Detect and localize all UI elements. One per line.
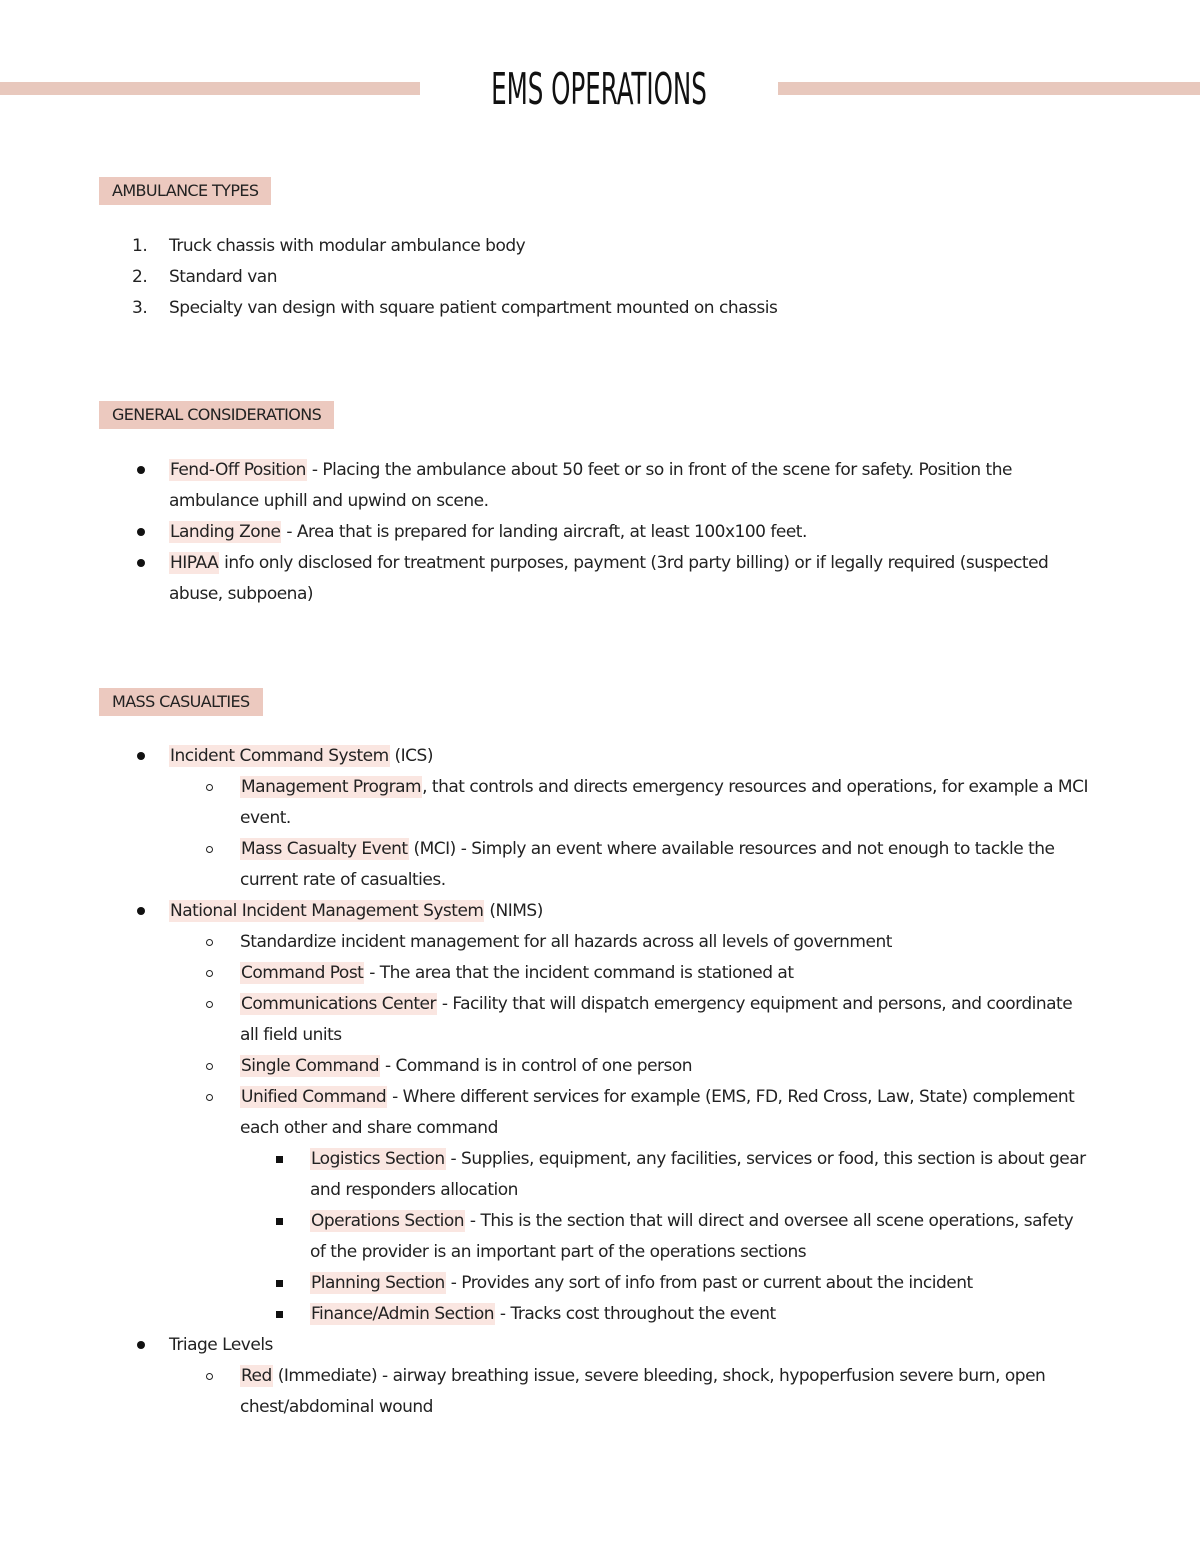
list-item-text: Standard van: [169, 267, 277, 287]
term-highlight: Unified Command: [241, 1087, 387, 1107]
section-header-mass-casualties: MASS CASUALTIES: [99, 688, 263, 716]
term-description: - Placing the ambulance about 50 feet or so in front of the scene for safety. Position the ambulance uphill and upwind on scene.: [169, 460, 1012, 511]
list-number: 1.: [132, 236, 148, 256]
term-highlight: Finance/Admin Section: [311, 1304, 495, 1324]
list-item: [0, 1330, 1200, 1361]
hollow-bullet-icon: [206, 1063, 213, 1070]
bullet-icon: [137, 1341, 145, 1349]
term-description: Standardize incident management for all hazards across all levels of government: [240, 932, 892, 952]
list-item: [0, 896, 1200, 927]
term-description: (NIMS): [484, 901, 543, 921]
bullet-icon: [137, 528, 145, 536]
section-header-ambulance-types: AMBULANCE TYPES: [99, 177, 271, 205]
hollow-bullet-icon: [206, 1094, 213, 1101]
term-description: (Immediate) - airway breathing issue, severe bleeding, shock, hypoperfusion severe burn, open chest/abdominal wound: [240, 1366, 1046, 1417]
term-description: - Where different services for example (EMS, FD, Red Cross, Law, State) complement each other and share command: [240, 1087, 1075, 1138]
term-description: - Supplies, equipment, any facilities, services or food, this section is about gear and responders allocation: [310, 1149, 1086, 1200]
hollow-bullet-icon: [206, 784, 213, 791]
list-item: [0, 548, 1200, 610]
square-bullet-icon: [276, 1218, 283, 1225]
list-item: [0, 958, 1200, 989]
bullet-icon: [137, 752, 145, 760]
term-description: - Command is in control of one person: [380, 1056, 693, 1076]
list-item: [0, 741, 1200, 772]
title-bar: [0, 60, 1200, 120]
term-highlight: Command Post: [241, 963, 364, 983]
list-item: [0, 231, 1200, 262]
list-item: [0, 293, 1200, 324]
square-bullet-icon: [276, 1280, 283, 1287]
list-number: 2.: [132, 267, 148, 287]
term-highlight: Single Command: [241, 1056, 380, 1076]
hollow-bullet-icon: [206, 846, 213, 853]
list-item: [0, 772, 1200, 834]
bullet-icon: [137, 559, 145, 567]
triage-levels-label: Triage Levels: [169, 1335, 273, 1355]
list-item: [0, 834, 1200, 896]
term-description: - This is the section that will direct and oversee all scene operations, safety of the provider is an important part of the operations sections: [310, 1211, 1074, 1262]
list-item: [0, 517, 1200, 548]
list-item: [0, 1206, 1200, 1268]
hollow-bullet-icon: [206, 1373, 213, 1380]
list-item: [0, 1299, 1200, 1330]
term-highlight: Landing Zone: [170, 522, 281, 542]
term-description: - Area that is prepared for landing aircraft, at least 100x100 feet.: [281, 522, 807, 542]
list-item: [0, 1051, 1200, 1082]
list-item: [0, 1082, 1200, 1144]
term-description: info only disclosed for treatment purposes, payment (3rd party billing) or if legally required (suspected abuse, subpoena): [169, 553, 1049, 604]
term-highlight: Planning Section: [311, 1273, 445, 1293]
list-item-text: Specialty van design with square patient compartment mounted on chassis: [169, 298, 778, 318]
list-item: [0, 927, 1200, 958]
square-bullet-icon: [276, 1311, 283, 1318]
list-number: 3.: [132, 298, 148, 318]
ambulance-types-list: [0, 231, 1200, 324]
term-description: (MCI) - Simply an event where available resources and not enough to tackle the current rate of casualties.: [240, 839, 1055, 890]
term-highlight: Operations Section: [311, 1211, 465, 1231]
list-item: [0, 1144, 1200, 1206]
hollow-bullet-icon: [206, 970, 213, 977]
bullet-icon: [137, 907, 145, 915]
title-rule-left: [0, 82, 420, 95]
term-highlight: Fend-Off Position: [170, 460, 306, 480]
list-item: [0, 1361, 1200, 1423]
list-item: [0, 989, 1200, 1051]
term-highlight: Red: [241, 1366, 272, 1386]
term-highlight: HIPAA: [170, 553, 219, 573]
term-highlight: Logistics Section: [311, 1149, 445, 1169]
term-description: - Facility that will dispatch emergency equipment and persons, and coordinate all field units: [240, 994, 1073, 1045]
term-highlight: Incident Command System: [170, 746, 389, 766]
term-description: - Provides any sort of info from past or current about the incident: [445, 1273, 973, 1293]
title-rule-right: [778, 82, 1200, 95]
term-highlight: Mass Casualty Event: [241, 839, 408, 859]
list-item-text: Truck chassis with modular ambulance body: [169, 236, 526, 256]
term-highlight: Communications Center: [241, 994, 436, 1014]
term-highlight: Management Program: [241, 777, 422, 797]
term-description: - Tracks cost throughout the event: [495, 1304, 776, 1324]
term-description: , that controls and directs emergency resources and operations, for example a MCI event.: [240, 777, 1088, 828]
square-bullet-icon: [276, 1156, 283, 1163]
term-description: - The area that the incident command is stationed at: [364, 963, 794, 983]
section-header-general-considerations: GENERAL CONSIDERATIONS: [99, 401, 334, 429]
list-item: [0, 455, 1200, 517]
hollow-bullet-icon: [206, 939, 213, 946]
page-title: EMS OPERATIONS: [491, 64, 707, 115]
term-highlight: National Incident Management System: [170, 901, 484, 921]
hollow-bullet-icon: [206, 1001, 213, 1008]
general-considerations-list: [0, 455, 1200, 610]
list-item: [0, 1268, 1200, 1299]
term-description: (ICS): [389, 746, 433, 766]
bullet-icon: [137, 466, 145, 474]
list-item: [0, 262, 1200, 293]
mass-casualties-list: [0, 741, 1200, 1423]
